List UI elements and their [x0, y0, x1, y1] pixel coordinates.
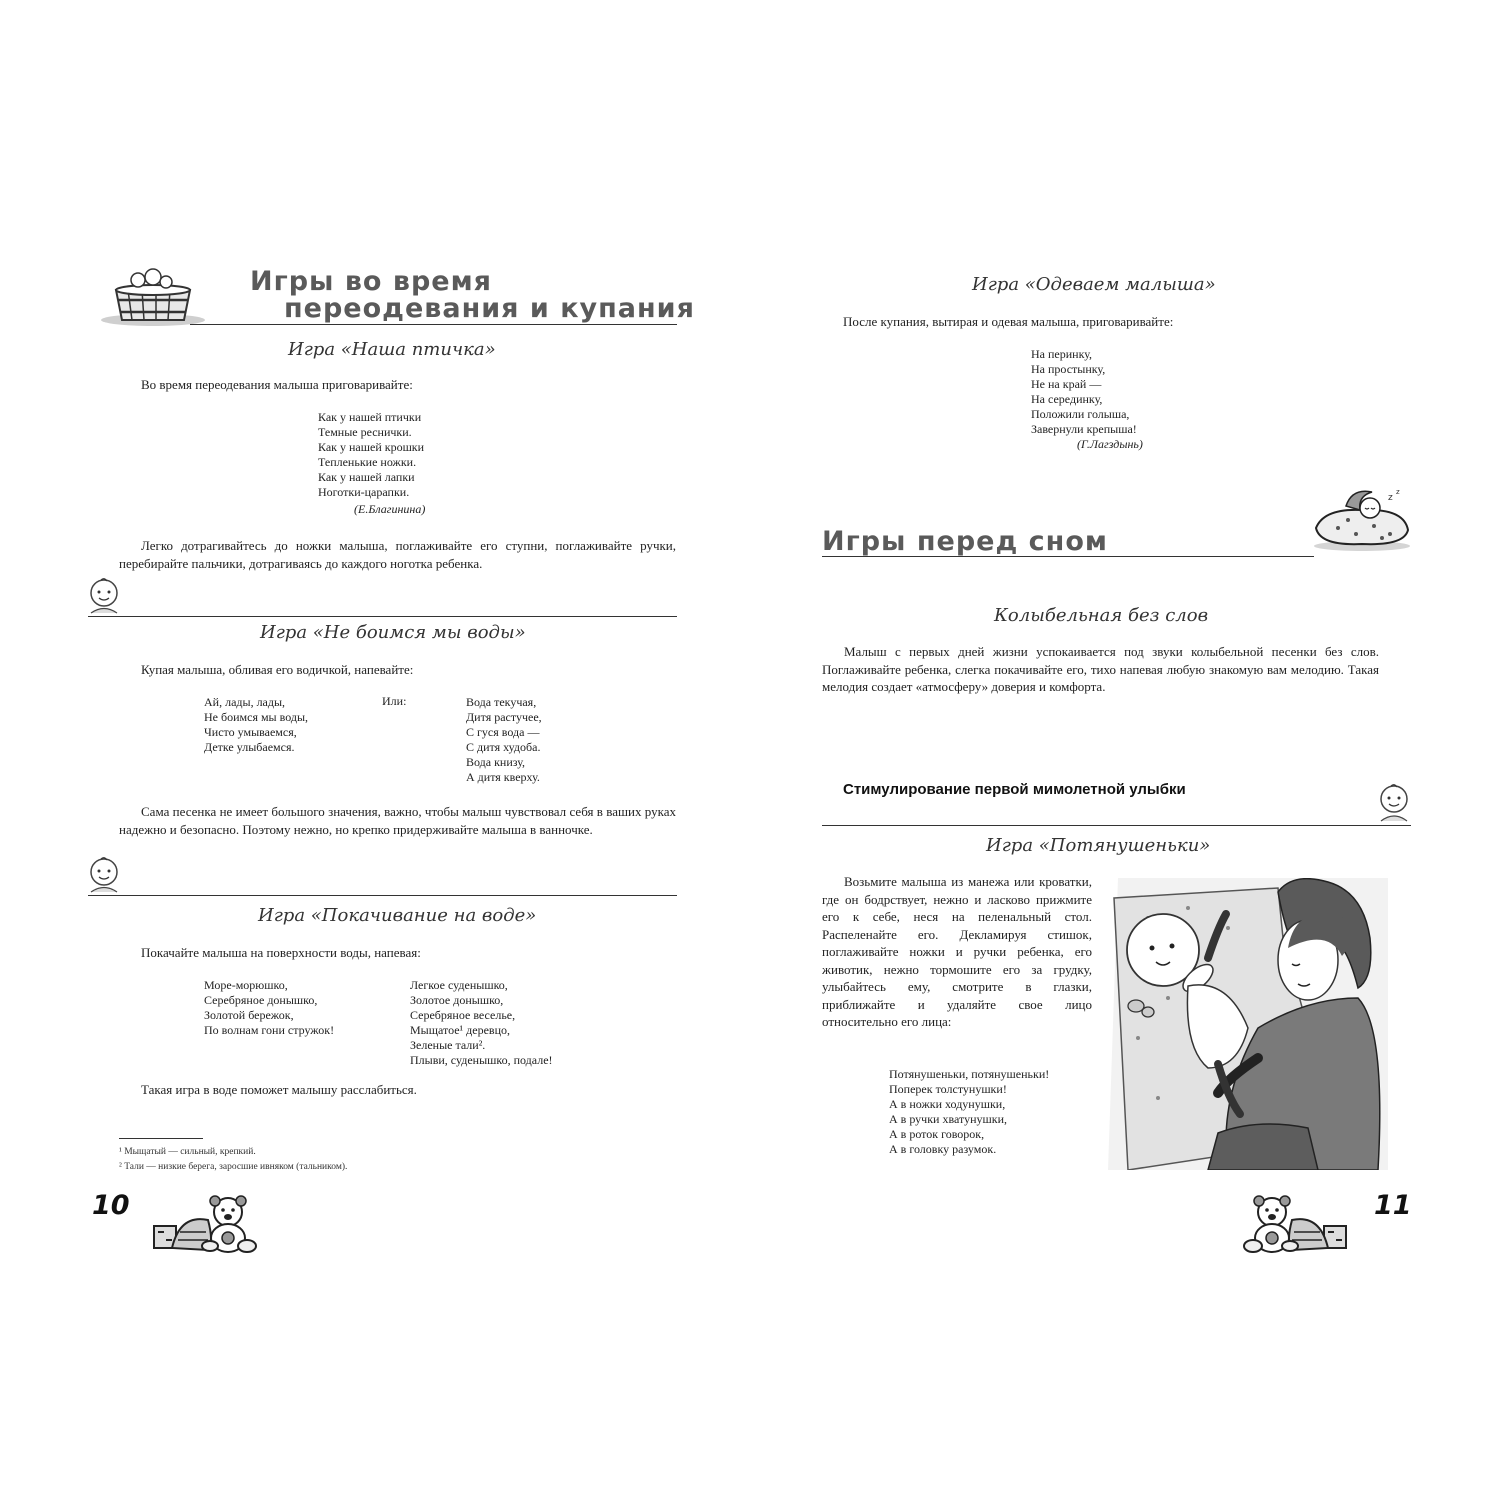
subheading: Стимулирование первой мимолетной улыбки	[843, 781, 1186, 798]
intro-text: После купания, вытирая и одевая малыша, приговаривайте:	[843, 314, 1174, 329]
poem	[889, 1067, 1049, 1157]
poem-author: (Г.Лагздынь)	[1077, 437, 1143, 451]
poem-line: Вода книзу,	[466, 755, 526, 769]
section-title: Игры перед сном	[822, 526, 1108, 557]
poem-line: Поперек толстунушки!	[889, 1082, 1007, 1096]
poem-line: На серединку,	[1031, 392, 1103, 406]
poem-author: (Е.Благинина)	[354, 502, 426, 516]
poem-line: Дитя растучее,	[466, 710, 542, 724]
teddy-bear-icon	[1240, 1192, 1350, 1254]
poem	[410, 978, 553, 1068]
poem-line: На простынку,	[1031, 362, 1106, 376]
poem-line: Вода текучая,	[466, 695, 537, 709]
paragraph: Малыш с первых дней жизни успокаивается под звуки колыбельной песенки без слов. Поглаживайте ребенка, слегка покачивайте его, тихо напевая любую знакомую вам мелодию. Такая мелодия создает «атмосферу» доверия и комфорта.	[822, 644, 1379, 694]
poem-line: Как у нашей лапки	[318, 470, 415, 484]
intro-text: Купая малыша, обливая его водичкой, напевайте:	[141, 662, 414, 677]
pillow-moon-icon	[1308, 486, 1414, 552]
poem-line: Ноготки-царапки.	[318, 485, 410, 499]
paragraph: Возьмите малыша из манежа или кроватки, где он бодрствует, нежно и ласково прижмите его к себе, неся на пеленальный стол. Распеленайте его. Декламируя стишок, поглаживайте ножки и ручки ребенка, его животик, нежно тормошите его за грудку, улыбайтесь ему, смотрите в глазки, приближайте и удаляйте свое лицо относительно его лица:	[822, 874, 1092, 1029]
footnote-rule	[119, 1138, 203, 1139]
poem	[318, 410, 425, 517]
poem-line: Зеленые тали².	[410, 1038, 486, 1052]
poem-line: А в роток говорок,	[889, 1127, 985, 1141]
poem-line: С гуся вода —	[466, 725, 540, 739]
poem-line: Золотой бережок,	[204, 1008, 294, 1022]
poem-line: А дитя кверху.	[466, 770, 540, 784]
bathtub-icon	[98, 268, 208, 328]
poem-line: Ай, лады, лады,	[204, 695, 286, 709]
paragraph: Сама песенка не имеет большого значения, важно, чтобы малыш чувствовал себя в ваших руках надежно и безопасно. Поэтому нежно, но крепко придерживайте малыша в ванночке.	[119, 804, 676, 837]
poem	[204, 695, 308, 755]
poem-line: Положили голыша,	[1031, 407, 1130, 421]
poem-line: Темные реснички.	[318, 425, 412, 439]
poem-line: Как у нашей птички	[318, 410, 422, 424]
paragraph: Такая игра в воде поможет малышу расслабиться.	[141, 1082, 417, 1097]
divider	[190, 324, 677, 325]
poem-line: На перинку,	[1031, 347, 1093, 361]
poem-line: Мыщатое¹ деревцо,	[410, 1023, 510, 1037]
poem-line: Не боимся мы воды,	[204, 710, 309, 724]
divider	[88, 616, 677, 617]
svg-text:z: z	[1396, 488, 1400, 496]
game-title: Игра «Потянушеньки»	[986, 835, 1211, 856]
poem-line: Чисто умываемся,	[204, 725, 297, 739]
poem-line: Потянушеньки, потянушеньки!	[889, 1067, 1050, 1081]
game-title: Колыбельная без слов	[994, 605, 1209, 626]
section-title: Игры во время	[250, 266, 493, 297]
poem-line: А в ручки хватунушки,	[889, 1112, 1007, 1126]
poem-line: Легкое суденышко,	[410, 978, 508, 992]
poem-line: Завернули крепыша!	[1031, 422, 1137, 436]
baby-face-icon	[86, 855, 122, 895]
poem-line: Серебряное донышко,	[204, 993, 318, 1007]
poem	[1031, 347, 1143, 452]
poem	[204, 978, 334, 1038]
divider	[822, 825, 1411, 826]
mother-baby-illustration	[1108, 878, 1388, 1170]
poem-line: Море-морюшко,	[204, 978, 288, 992]
game-title: Игра «Не боимся мы воды»	[260, 622, 526, 643]
paragraph: Легко дотрагивайтесь до ножки малыша, поглаживайте его ступни, поглаживайте ручки, перебирайте пальчики, дотрагиваясь до каждого ноготка ребенка.	[119, 538, 676, 571]
divider	[822, 556, 1314, 557]
intro-text: Во время переодевания малыша приговаривайте:	[141, 377, 413, 392]
poem-line: А в головку разумок.	[889, 1142, 997, 1156]
poem-line: Серебряное веселье,	[410, 1008, 516, 1022]
page-number: 11	[1374, 1190, 1412, 1221]
game-title: Игра «Наша птичка»	[288, 339, 496, 360]
page-number: 10	[92, 1190, 130, 1221]
poem-line: А в ножки ходунушки,	[889, 1097, 1006, 1111]
poem-line: По волнам гони стружок!	[204, 1023, 335, 1037]
game-title: Игра «Покачивание на воде»	[258, 905, 537, 926]
or-label: Или:	[382, 694, 407, 708]
teddy-bear-icon	[150, 1192, 260, 1254]
baby-face-icon	[86, 576, 122, 616]
section-title: переодевания и купания	[284, 293, 695, 324]
footnote: ² Тали — низкие берега, заросшие ивняком (тальником).	[119, 1162, 348, 1172]
baby-face-icon	[1376, 782, 1412, 824]
poem-line: Не на край —	[1031, 377, 1102, 391]
poem-line: Тепленькие ножки.	[318, 455, 417, 469]
poem-line: С дитя худоба.	[466, 740, 541, 754]
poem-line: Детке улыбаемся.	[204, 740, 295, 754]
footnote: ¹ Мыщатый — сильный, крепкий.	[119, 1147, 256, 1157]
poem	[466, 695, 542, 785]
poem-line: Золотое донышко,	[410, 993, 504, 1007]
game-title: Игра «Одеваем малыша»	[972, 274, 1216, 295]
poem-line: Плыви, суденышко, подале!	[410, 1053, 553, 1067]
poem-line: Как у нашей крошки	[318, 440, 425, 454]
svg-text:z: z	[1388, 493, 1393, 503]
intro-text: Покачайте малыша на поверхности воды, напевая:	[141, 945, 421, 960]
divider	[88, 895, 677, 896]
